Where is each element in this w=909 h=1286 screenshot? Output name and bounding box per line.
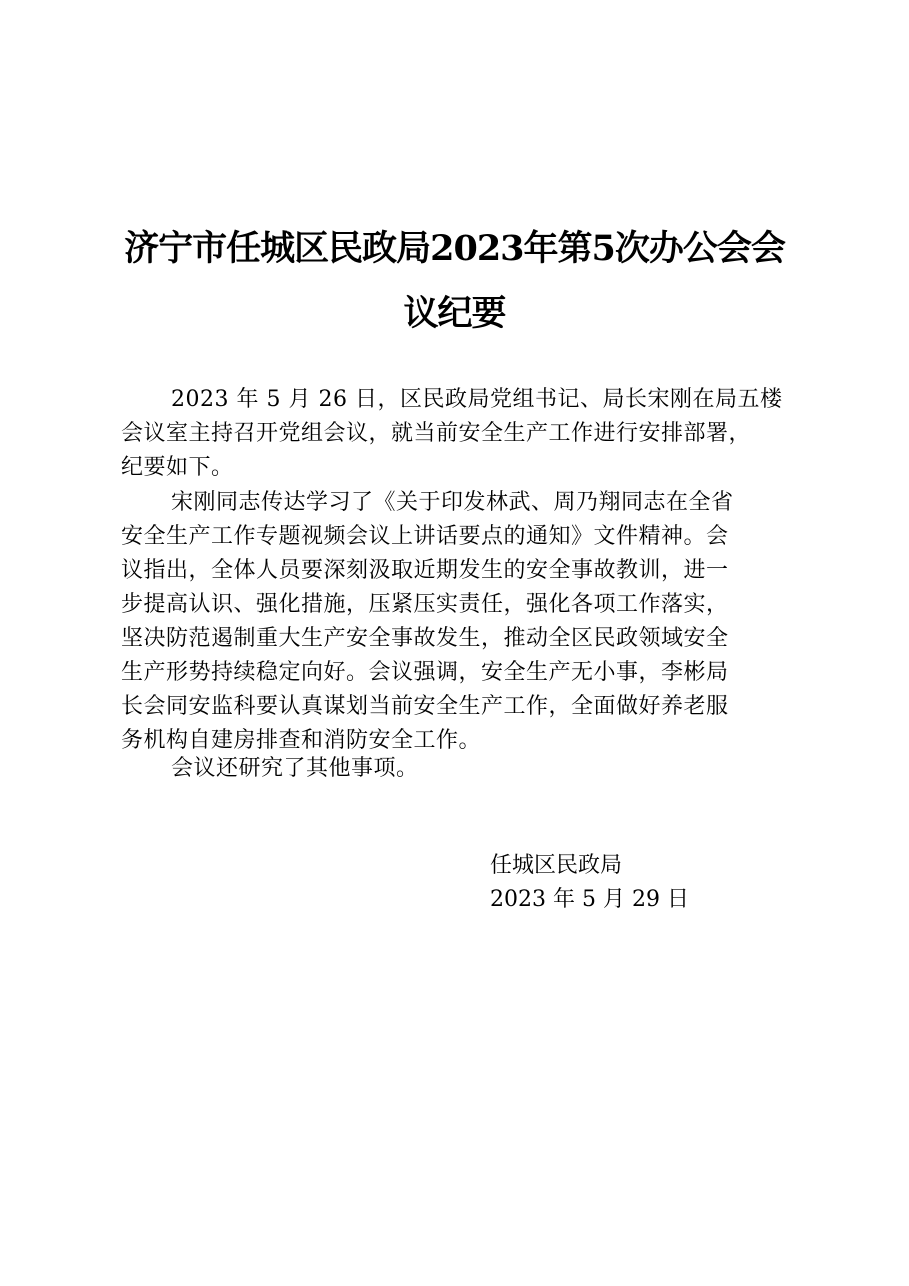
paragraph-line: 议指出，全体人员要深刻汲取近期发生的安全事故教训，进一 bbox=[121, 558, 729, 583]
paragraph-line: 纪要如下。 bbox=[121, 455, 234, 480]
paragraph-line: 长会同安监科要认真谋划当前安全生产工作，全面做好养老服 bbox=[121, 694, 729, 719]
paragraph-meeting-intro bbox=[121, 383, 801, 485]
paragraph-meeting-content bbox=[121, 486, 801, 758]
signature-organization: 任城区民政局 bbox=[490, 853, 623, 878]
signature-date: 2023 年 5 月 29 日 bbox=[490, 887, 689, 912]
paragraph-line: 宋刚同志传达学习了《关于印发林武、周乃翔同志在全省 bbox=[171, 490, 734, 515]
paragraph-line: 会议室主持召开党组会议，就当前安全生产工作进行安排部署， bbox=[121, 421, 752, 446]
paragraph-other-matters bbox=[121, 752, 801, 786]
paragraph-line: 会议还研究了其他事项。 bbox=[171, 756, 419, 781]
paragraph-line: 生产形势持续稳定向好。会议强调，安全生产无小事，李彬局 bbox=[121, 660, 729, 685]
paragraph-line: 2023 年 5 月 26 日，区民政局党组书记、局长宋刚在局五楼 bbox=[171, 387, 783, 412]
paragraph-line: 务机构自建房排查和消防安全工作。 bbox=[121, 728, 482, 753]
paragraph-line: 坚决防范遏制重大生产安全事故发生，推动全区民政领域安全 bbox=[121, 626, 729, 651]
paragraph-line: 安全生产工作专题视频会议上讲话要点的通知》文件精神。会 bbox=[121, 524, 729, 549]
document-title-line-2: 议纪要 bbox=[403, 293, 506, 334]
document-title-line-1: 济宁市任城区民政局2023年第5次办公会会 bbox=[124, 228, 785, 269]
paragraph-line: 步提高认识、强化措施，压紧压实责任，强化各项工作落实， bbox=[121, 592, 729, 617]
